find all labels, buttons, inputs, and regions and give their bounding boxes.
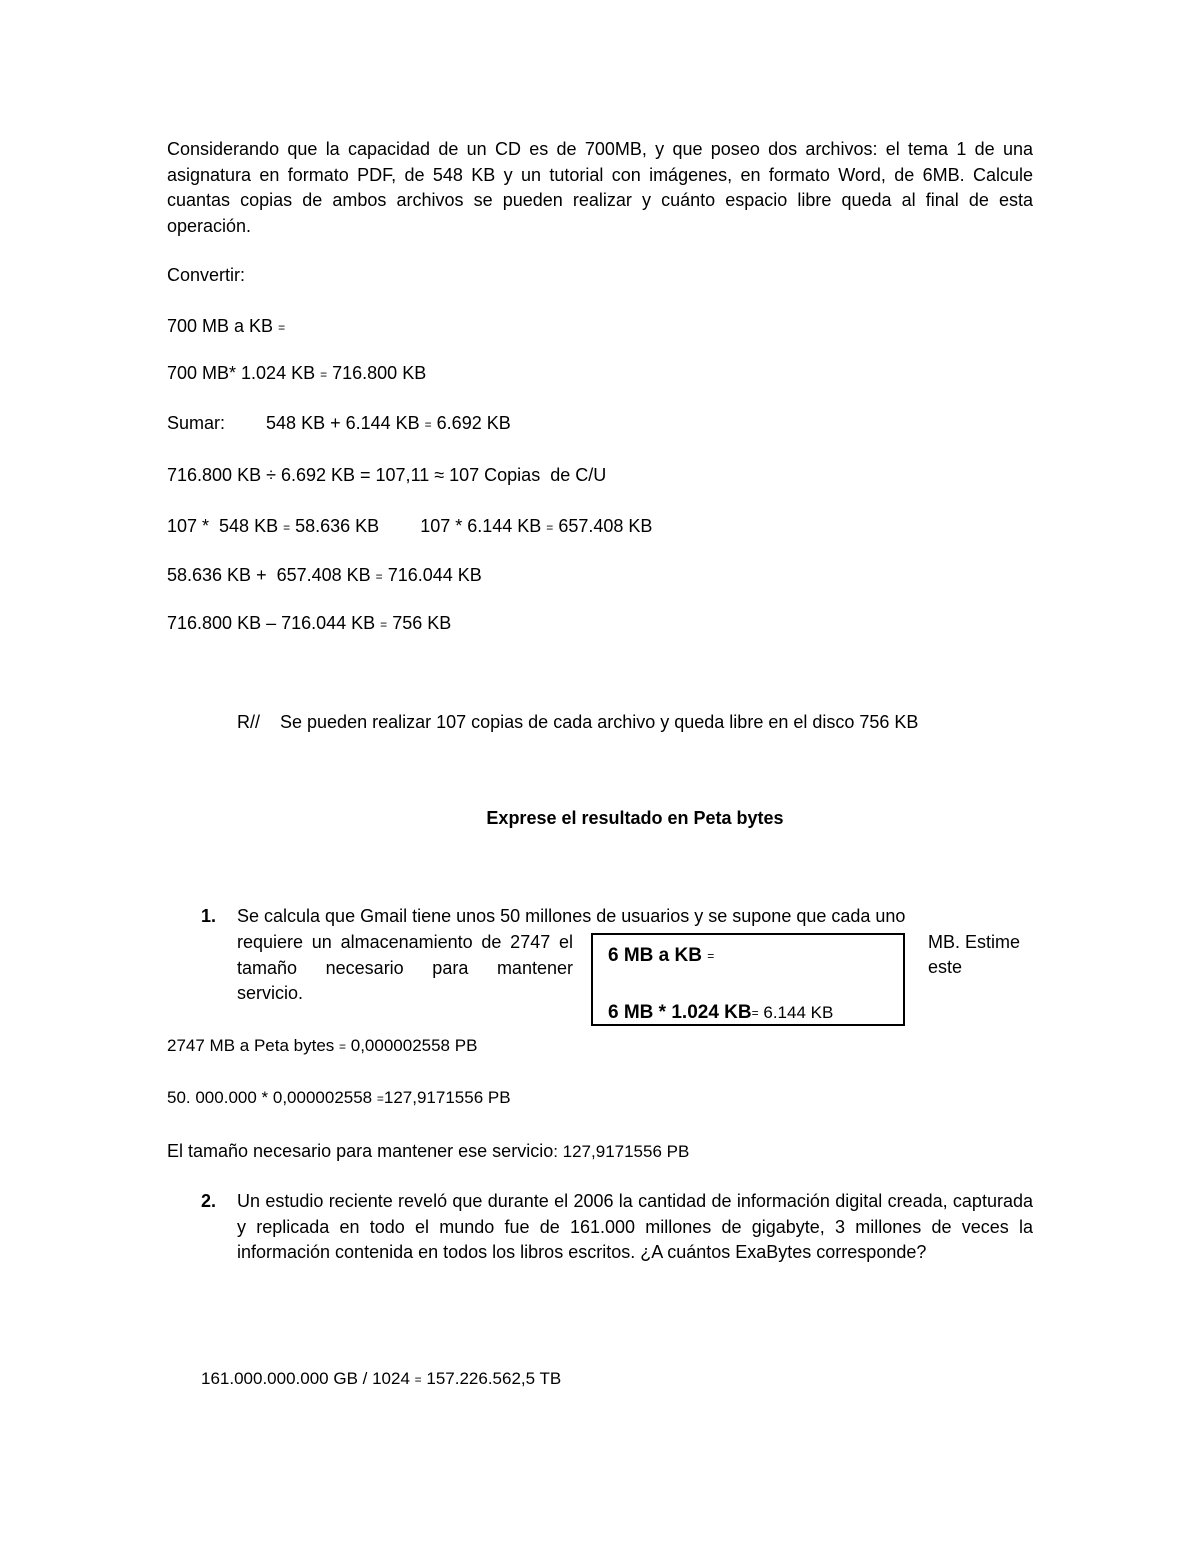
q2-number: 2.: [201, 1191, 217, 1211]
calc-line-6-left: 58.636 KB + 657.408 KB: [167, 565, 376, 585]
answer-line: R// Se pueden realizar 107 copias de cada archivo y queda libre en el disco 756 KB: [237, 712, 919, 732]
q1-calc-line-1: [167, 1034, 477, 1059]
q1-result-label: El tamaño necesario para mantener ese servicio: [167, 1141, 554, 1161]
calc-line-2: [167, 361, 426, 386]
q1-result-line: [167, 1139, 689, 1164]
convertir-label: Convertir:: [167, 265, 246, 285]
equals-symbol: =: [546, 520, 554, 535]
calc-line-4: 716.800 KB ÷ 6.692 KB = 107,11 ≈ 107 Copias de C/U: [167, 465, 607, 485]
calc-line-5b: 58.636 KB: [290, 516, 380, 536]
calc-line-5a: 107 * 548 KB: [167, 516, 284, 536]
calc-line-3-right: 6.692 KB: [431, 413, 511, 433]
q1-calc-line-2-right: 127,9171556 PB: [383, 1088, 511, 1107]
equals-symbol: =: [414, 1372, 422, 1387]
q1-right-text-2: este: [928, 957, 963, 977]
q1-number: 1.: [201, 906, 217, 926]
calc-line-2-right: 716.800 KB: [327, 363, 427, 383]
calc-line-5c: 107 * 6.144 KB: [420, 516, 547, 536]
calc-line-3: [167, 411, 511, 436]
calc-line-7: [167, 611, 451, 636]
q2-calc-line-1-left: 161.000.000.000 GB / 1024: [201, 1369, 415, 1388]
calc-line-6: [167, 563, 482, 588]
q1-calc-line-2: [167, 1086, 511, 1111]
q1-calc-line-2-left: 50. 000.000 * 0,000002558: [167, 1088, 377, 1107]
q1-calc-line-1-right: 0,000002558 PB: [346, 1036, 478, 1055]
calc-line-1: [167, 314, 285, 339]
calc-line-3-left: 548 KB + 6.144 KB: [266, 413, 425, 433]
textbox-line-1: [608, 945, 714, 967]
calc-line-2-left: 700 MB* 1.024 KB: [167, 363, 321, 383]
sumar-label: Sumar:: [167, 413, 226, 433]
conversion-textbox: [591, 933, 905, 1026]
textbox-line-2-right: 6.144 KB: [758, 1003, 834, 1022]
calc-line-5: [167, 514, 652, 539]
equals-symbol: =: [380, 617, 388, 632]
calc-line-1-text: 700 MB a KB: [167, 316, 279, 336]
q1-left-column: requiere un almacenamiento de 2747 el tamaño necesario para mantener servicio.: [237, 932, 573, 1003]
textbox-line-2-left: 6 MB * 1.024 KB: [608, 1002, 752, 1023]
q1-calc-line-1-left: 2747 MB a Peta bytes: [167, 1036, 339, 1055]
equals-symbol: =: [375, 569, 383, 584]
equals-symbol: =: [376, 1091, 384, 1106]
equals-symbol: =: [283, 520, 291, 535]
q1-result-value: : 127,9171556 PB: [553, 1142, 690, 1161]
textbox-line-2: [608, 1002, 833, 1024]
calc-line-7-right: 756 KB: [387, 613, 452, 633]
q2-calc-line-1: [201, 1367, 561, 1392]
calc-line-5d: 657.408 KB: [553, 516, 653, 536]
equals-symbol: =: [751, 1005, 759, 1020]
equals-symbol: =: [424, 417, 432, 432]
equals-symbol: =: [278, 320, 286, 335]
section-title: Exprese el resultado en Peta bytes: [486, 808, 784, 828]
calc-line-6-right: 716.044 KB: [382, 565, 482, 585]
calc-line-7-left: 716.800 KB – 716.044 KB: [167, 613, 381, 633]
equals-symbol: =: [339, 1039, 347, 1054]
q1-line-1: Se calcula que Gmail tiene unos 50 millones de usuarios y se supone que cada uno: [237, 906, 906, 926]
problem-intro: Considerando que la capacidad de un CD es de 700MB, y que poseo dos archivos: el tema 1 de una asignatura en formato PDF, de 548 KB y un tutorial con imágenes, en formato Word, de 6MB. Calcule cuantas copias de ambos archivos se pueden realizar y cuánto espacio libre queda al final de esta operación.: [167, 139, 1033, 236]
textbox-line-1-text: 6 MB a KB: [608, 945, 708, 966]
equals-symbol: =: [707, 948, 715, 963]
q2-text: Un estudio reciente reveló que durante el 2006 la cantidad de información digital creada, capturada y replicada en todo el mundo fue de 161.000 millones de gigabyte, 3 millones de veces la información contenida en todos los libros escritos. ¿A cuántos ExaBytes corresponde?: [237, 1191, 1033, 1262]
equals-symbol: =: [320, 367, 328, 382]
q1-right-text-1: MB. Estime: [928, 932, 1021, 952]
q2-calc-line-1-right: 157.226.562,5 TB: [421, 1369, 562, 1388]
